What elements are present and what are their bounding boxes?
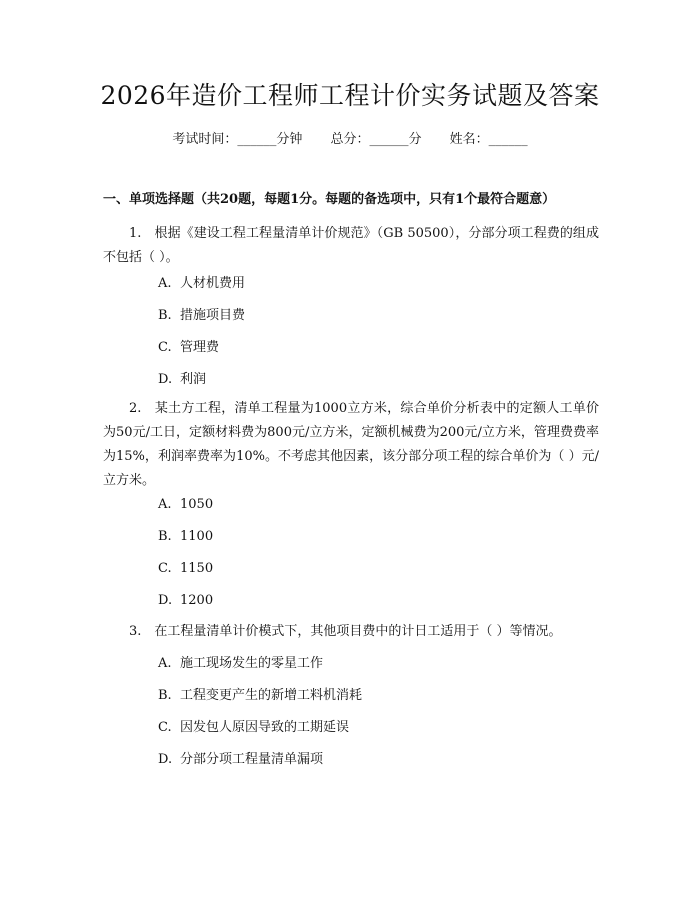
option-letter: A. <box>158 656 172 671</box>
option-letter: B. <box>158 529 172 544</box>
option-text: 人材机费用 <box>180 276 246 291</box>
option-text: 管理费 <box>180 340 220 355</box>
option-letter: C. <box>158 561 172 576</box>
question-2-option-b <box>158 527 213 547</box>
option-text: 因发包人原因导致的工期延误 <box>180 720 350 735</box>
option-text: 工程变更产生的新增工料机消耗 <box>180 688 363 703</box>
question-2-option-c <box>158 559 213 579</box>
question-1-option-c <box>158 338 219 358</box>
option-letter: D. <box>158 372 173 387</box>
option-text: 1050 <box>180 497 214 512</box>
option-text: 利润 <box>180 372 207 387</box>
exam-info <box>0 130 700 150</box>
question-1-option-b <box>158 306 245 326</box>
question-3-option-b <box>158 686 362 706</box>
question-1-option-a <box>158 274 245 294</box>
option-text: 1200 <box>180 593 214 608</box>
question-2-option-a <box>158 495 213 515</box>
option-letter: C. <box>158 720 172 735</box>
exam-time-label: 考试时间：______分钟 <box>172 132 303 147</box>
option-letter: B. <box>158 688 172 703</box>
question-3-option-d <box>158 750 323 770</box>
name-label: 姓名：______ <box>449 132 528 147</box>
document-title: 2026年造价工程师工程计价实务试题及答案 <box>100 81 600 110</box>
option-text: 措施项目费 <box>180 308 246 323</box>
option-letter: A. <box>158 276 172 291</box>
question-3-option-a <box>158 654 323 674</box>
question-1: 1. 根据《建设工程工程量清单计价规范》（GB 50500），分部分项工程费的组成不包括（ ）。 <box>103 226 599 265</box>
question-1-option-d <box>158 370 206 390</box>
question-3: 3. 在工程量清单计价模式下，其他项目费中的计日工适用于（ ）等情况。 <box>129 624 562 639</box>
option-text: 施工现场发生的零星工作 <box>180 656 324 671</box>
option-letter: B. <box>158 308 172 323</box>
question-2-option-d <box>158 591 213 611</box>
option-letter: D. <box>158 593 173 608</box>
option-letter: A. <box>158 497 172 512</box>
question-2: 2. 某土方工程，清单工程量为1000立方米，综合单价分析表中的定额人工单价为50元/工日，定额材料费为800元/立方米，定额机械费为200元/立方米，管理费费率为15%，利润率费率为10%。不考虑其他因素，该分部分项工程的综合单价为（ ）元/立方米。 <box>103 401 599 488</box>
option-text: 1100 <box>180 529 214 544</box>
total-score-label: 总分：______分 <box>330 132 422 147</box>
section-title: 一、单项选择题（共20题，每题1分。每题的备选项中，只有1个最符合题意） <box>103 192 556 207</box>
option-text: 分部分项工程量清单漏项 <box>180 752 324 767</box>
option-letter: D. <box>158 752 173 767</box>
option-letter: C. <box>158 340 172 355</box>
option-text: 1150 <box>180 561 214 576</box>
question-3-option-c <box>158 718 349 738</box>
